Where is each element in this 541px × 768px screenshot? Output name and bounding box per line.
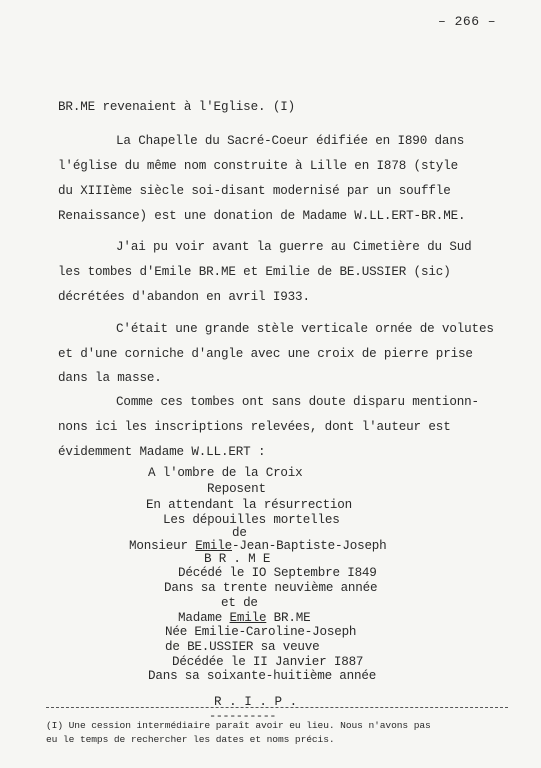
epitaph-line: de (232, 526, 247, 540)
body-line: Comme ces tombes ont sans doute disparu mentionn- (116, 395, 479, 409)
epitaph-line: et de (221, 596, 258, 610)
rip-line: R . I . P . (214, 695, 298, 709)
body-line: les tombes d'Emile BR.ME et Emilie de BE.USSIER (sic) (58, 265, 451, 279)
body-line: C'était une grande stèle verticale ornée de volutes (116, 322, 494, 336)
body-line: et d'une corniche d'angle avec une croix de pierre prise (58, 347, 473, 361)
footnote-line: (I) Une cession intermédiaire paraît avoir eu lieu. Nous n'avons pas (46, 720, 431, 731)
body-line: décrétées d'abandon en avril I933. (58, 290, 310, 304)
body-line: l'église du même nom construite à Lille en I878 (style (58, 159, 459, 173)
body-line: du XIIIème siècle soi-disant modernisé par un souffle (58, 184, 451, 198)
epitaph-text: BR.ME (266, 611, 311, 625)
epitaph-name-line (129, 539, 387, 553)
epitaph-text: -Jean-Baptiste-Joseph (232, 539, 387, 553)
body-line: Renaissance) est une donation de Madame W.LL.ERT-BR.ME. (58, 209, 466, 223)
epitaph-surname: B R . M E (204, 552, 271, 566)
epitaph-line: Décédé le IO Septembre I849 (178, 566, 377, 580)
body-line: évidemment Madame W.LL.ERT : (58, 445, 266, 459)
body-line: BR.ME revenaient à l'Eglise. (I) (58, 100, 296, 114)
footnote-line: eu le temps de rechercher les dates et noms précis. (46, 734, 335, 745)
epitaph-text: Madame (178, 611, 230, 625)
epitaph-line: Dans sa soixante-huitième année (148, 669, 377, 683)
page-number: – 266 – (438, 14, 497, 29)
body-line: La Chapelle du Sacré-Coeur édifiée en I890 dans (116, 134, 465, 148)
body-line: dans la masse. (58, 371, 162, 385)
body-line: nons ici les inscriptions relevées, dont l'auteur est (58, 420, 451, 434)
rip-underline: ---------- (209, 709, 277, 723)
epitaph-line: En attendant la résurrection (146, 498, 353, 512)
epitaph-line: Les dépouilles mortelles (163, 513, 340, 527)
epitaph-line: A l'ombre de la Croix (148, 466, 303, 480)
epitaph-line: Reposent (207, 482, 266, 496)
underlined-first-name: Emile (229, 611, 267, 625)
epitaph-line: de BE.USSIER sa veuve (165, 640, 320, 654)
underlined-first-name: Emile (195, 539, 233, 553)
footnote-divider (46, 707, 508, 708)
epitaph-line: Décédée le II Janvier I887 (172, 655, 364, 669)
body-line: J'ai pu voir avant la guerre au Cimetière du Sud (116, 240, 472, 254)
epitaph-line: Dans sa trente neuvième année (164, 581, 378, 595)
epitaph-line: Née Emilie-Caroline-Joseph (165, 625, 357, 639)
epitaph-text: Monsieur (129, 539, 196, 553)
epitaph-name-line (178, 611, 310, 625)
